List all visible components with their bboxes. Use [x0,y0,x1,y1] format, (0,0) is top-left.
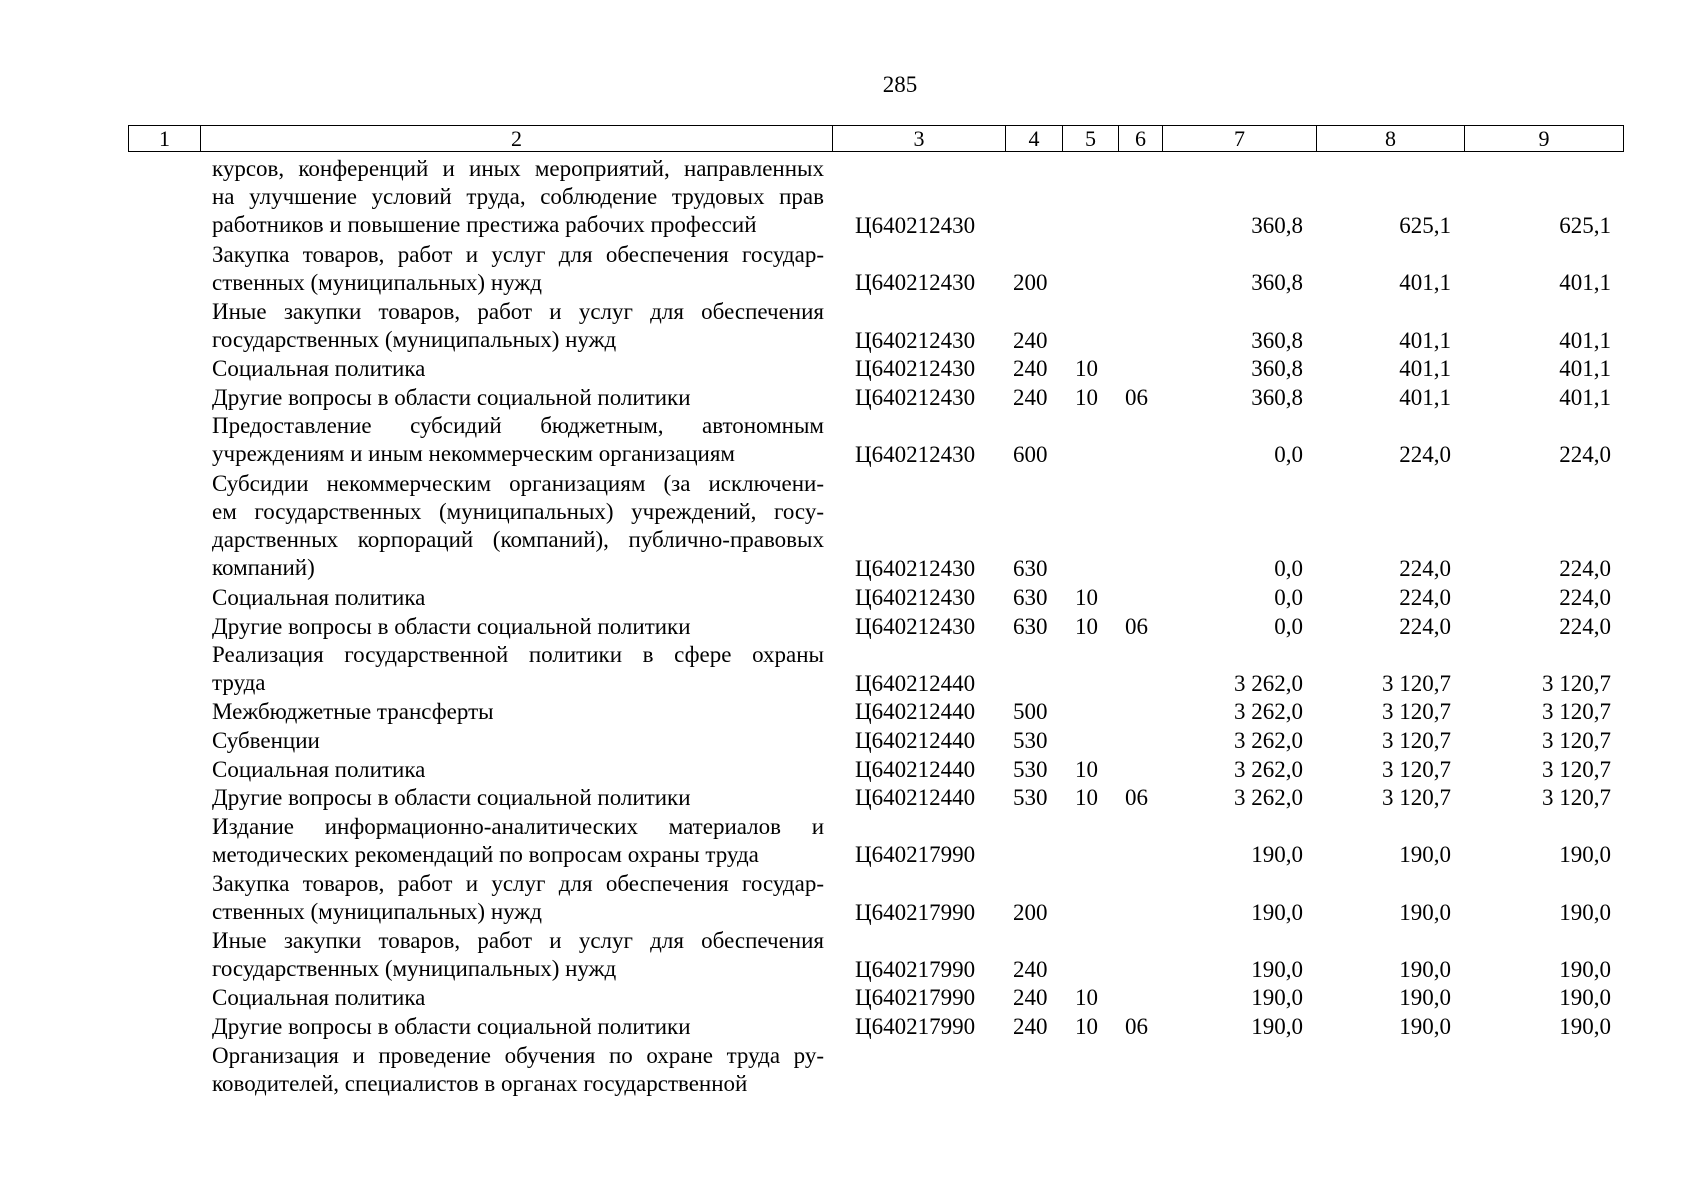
amount-col8-cell: 224,0 [1399,556,1451,582]
amount-col9-cell: 190,0 [1559,842,1611,868]
row-description [212,1042,824,1098]
amount-col9-cell: 401,1 [1559,327,1611,353]
amount-col9-cell: 190,0 [1559,899,1611,925]
table-row [0,756,1697,785]
amount-col8-cell: 224,0 [1399,585,1451,610]
budget-code-cell: Ц640212430 [855,327,976,353]
expense-type-cell: 630 [1013,613,1048,639]
amount-col7-cell: 360,8 [1251,213,1303,239]
amount-col8-cell: 3 120,7 [1382,699,1451,725]
section-cell: 10 [1075,785,1098,811]
description-line: Другие вопросы в области социальной политики [212,1014,691,1039]
description-line: Субвенции [212,728,320,753]
row-description [212,241,824,297]
table-row [0,613,1697,642]
amount-col7-cell: 3 262,0 [1234,670,1303,696]
amount-col8-cell: 224,0 [1399,613,1451,639]
amount-col9-cell: 224,0 [1559,613,1611,639]
amount-col7-cell: 3 262,0 [1234,756,1303,782]
amount-col8-cell: 224,0 [1399,441,1451,467]
row-description [212,984,824,1012]
header-cell-1: 1 [129,126,201,151]
budget-code-cell: Ц640217990 [855,956,976,982]
row-description [212,927,824,983]
table-row [0,298,1697,355]
row-description [212,298,824,354]
budget-code-cell: Ц640212430 [855,213,976,239]
amount-col7-cell: 190,0 [1251,956,1303,982]
budget-code-cell: Ц640212440 [855,785,976,811]
budget-code-cell: Ц640212440 [855,699,976,725]
amount-col8-cell: 401,1 [1399,356,1451,382]
description-line: Другие вопросы в области социальной политики [212,785,691,811]
table-row [0,1042,1697,1099]
row-description [212,384,824,412]
amount-col7-cell: 190,0 [1251,1014,1303,1039]
budget-code-cell: Ц640212430 [855,556,976,582]
table-row [0,727,1697,756]
row-description [212,813,824,869]
header-cell-5: 5 [1063,126,1119,151]
header-cell-2: 2 [201,126,833,151]
amount-col8-cell: 190,0 [1399,842,1451,868]
header-cell-4: 4 [1006,126,1063,151]
description-line: Организация и проведение обучения по охране труда ру- [212,1042,824,1068]
budget-code-cell: Ц640212440 [855,756,976,782]
description-line: Социальная политика [212,985,426,1011]
section-cell: 10 [1075,1014,1098,1039]
table-row [0,470,1697,584]
description-line: Иные закупки товаров, работ и услуг для обеспечения [212,299,824,324]
amount-col8-cell: 625,1 [1399,213,1451,239]
description-line: ственных (муниципальных) нужд [212,269,542,295]
amount-col7-cell: 3 262,0 [1234,728,1303,753]
amount-col8-cell: 3 120,7 [1382,785,1451,811]
expense-type-cell: 200 [1013,899,1048,925]
description-line: Субсидии некоммерческим организациям (за исключени- [212,470,824,496]
header-cell-7: 7 [1163,126,1317,151]
section-cell: 10 [1075,613,1098,639]
row-description [212,641,824,697]
table-row [0,784,1697,813]
amount-col9-cell: 190,0 [1559,1014,1611,1039]
amount-col9-cell: 3 120,7 [1542,756,1611,782]
row-description [212,584,824,612]
row-description [212,412,824,468]
expense-type-cell: 500 [1013,699,1048,725]
description-line: Закупка товаров, работ и услуг для обеспечения государ- [212,241,824,267]
amount-col9-cell: 3 120,7 [1542,670,1611,696]
budget-code-cell: Ц640212440 [855,670,976,696]
expense-type-cell: 240 [1013,384,1048,410]
row-description [212,613,824,641]
amount-col9-cell: 190,0 [1559,956,1611,982]
amount-col9-cell: 224,0 [1559,556,1611,582]
expense-type-cell: 630 [1013,585,1048,610]
table-row [0,384,1697,413]
description-line: учреждениям и иным некоммерческим организациям [212,441,735,467]
amount-col7-cell: 0,0 [1274,585,1303,610]
description-line: Предоставление субсидий бюджетным, автономным [212,413,824,439]
amount-col9-cell: 224,0 [1559,441,1611,467]
section-cell: 10 [1075,756,1098,782]
amount-col8-cell: 190,0 [1399,956,1451,982]
description-line: Межбюджетные трансферты [212,699,494,725]
description-line: Закупка товаров, работ и услуг для обеспечения государ- [212,871,824,896]
table-header [128,125,1624,152]
expense-type-cell: 240 [1013,985,1048,1011]
amount-col7-cell: 360,8 [1251,270,1303,296]
description-line: ем государственных (муниципальных) учреждений, госу- [212,498,824,524]
expense-type-cell: 530 [1013,756,1048,782]
amount-col9-cell: 401,1 [1559,356,1611,382]
row-description [212,727,824,755]
subsection-cell: 06 [1125,613,1148,639]
expense-type-cell: 530 [1013,785,1048,811]
budget-code-cell: Ц640212430 [855,384,976,410]
amount-col9-cell: 190,0 [1559,985,1611,1011]
description-line: курсов, конференций и иных мероприятий, направленных [212,156,824,181]
description-line: государственных (муниципальных) нужд [212,956,617,982]
row-description [212,698,824,726]
expense-type-cell: 630 [1013,556,1048,582]
budget-code-cell: Ц640217990 [855,985,976,1011]
budget-code-cell: Ц640212430 [855,585,976,610]
amount-col7-cell: 190,0 [1251,899,1303,925]
amount-col7-cell: 0,0 [1274,441,1303,467]
description-line: труда [212,670,266,696]
expense-type-cell: 240 [1013,1014,1048,1039]
header-cell-8: 8 [1317,126,1465,151]
amount-col8-cell: 190,0 [1399,899,1451,925]
expense-type-cell: 240 [1013,956,1048,982]
row-description [212,756,824,784]
budget-code-cell: Ц640212430 [855,356,976,382]
amount-col7-cell: 3 262,0 [1234,699,1303,725]
amount-col8-cell: 401,1 [1399,270,1451,296]
description-line: Другие вопросы в области социальной политики [212,384,691,410]
table-row [0,927,1697,984]
amount-col8-cell: 3 120,7 [1382,756,1451,782]
amount-col8-cell: 3 120,7 [1382,670,1451,696]
header-cell-6: 6 [1119,126,1163,151]
section-cell: 10 [1075,384,1098,410]
description-line: Издание информационно-аналитических материалов и [212,813,824,839]
table-row [0,984,1697,1013]
section-cell: 10 [1075,985,1098,1011]
amount-col7-cell: 190,0 [1251,985,1303,1011]
amount-col9-cell: 401,1 [1559,270,1611,296]
table-row [0,241,1697,298]
expense-type-cell: 240 [1013,356,1048,382]
amount-col7-cell: 0,0 [1274,556,1303,582]
amount-col9-cell: 625,1 [1559,213,1611,239]
subsection-cell: 06 [1125,1014,1148,1039]
section-cell: 10 [1075,356,1098,382]
expense-type-cell: 240 [1013,327,1048,353]
description-line: дарственных корпораций (компаний), публично-правовых [212,526,824,552]
amount-col9-cell: 3 120,7 [1542,785,1611,811]
budget-code-cell: Ц640212430 [855,270,976,296]
row-description [212,470,824,582]
amount-col7-cell: 190,0 [1251,842,1303,868]
amount-col8-cell: 190,0 [1399,1014,1451,1039]
expense-type-cell: 530 [1013,728,1048,753]
table-row [0,1013,1697,1042]
description-line: Социальная политика [212,756,426,782]
amount-col7-cell: 360,8 [1251,356,1303,382]
amount-col8-cell: 190,0 [1399,985,1451,1011]
description-line: Социальная политика [212,585,426,610]
expense-type-cell: 600 [1013,441,1048,467]
budget-code-cell: Ц640217990 [855,1014,976,1039]
budget-code-cell: Ц640212430 [855,613,976,639]
subsection-cell: 06 [1125,384,1148,410]
table-row [0,355,1697,384]
description-line: методических рекомендаций по вопросам охраны труда [212,841,759,867]
header-cell-3: 3 [833,126,1006,151]
amount-col7-cell: 360,8 [1251,327,1303,353]
row-description [212,355,824,383]
expense-type-cell: 200 [1013,270,1048,296]
amount-col7-cell: 0,0 [1274,613,1303,639]
amount-col8-cell: 3 120,7 [1382,728,1451,753]
header-cell-9: 9 [1538,126,1550,151]
description-line: работников и повышение престижа рабочих профессий [212,212,757,237]
description-line: государственных (муниципальных) нужд [212,327,617,352]
description-line: Социальная политика [212,356,426,382]
description-line: ственных (муниципальных) нужд [212,899,542,924]
amount-col9-cell: 3 120,7 [1542,728,1611,753]
amount-col7-cell: 3 262,0 [1234,785,1303,811]
table-row [0,155,1697,241]
budget-code-cell: Ц640217990 [855,842,976,868]
amount-col9-cell: 401,1 [1559,384,1611,410]
page-number: 285 [882,72,918,97]
description-line: ководителей, специалистов в органах государственной [212,1070,748,1096]
description-line: на улучшение условий труда, соблюдение трудовых прав [212,184,824,209]
budget-code-cell: Ц640212430 [855,441,976,467]
table-row [0,698,1697,727]
table-row [0,412,1697,469]
row-description [212,784,824,812]
budget-code-cell: Ц640212440 [855,728,976,753]
description-line: компаний) [212,554,315,580]
description-line: Реализация государственной политики в сфере охраны [212,642,824,668]
subsection-cell: 06 [1125,785,1148,811]
amount-col7-cell: 360,8 [1251,384,1303,410]
table-row [0,641,1697,698]
row-description [212,870,824,926]
description-line: Другие вопросы в области социальной политики [212,613,691,639]
description-line: Иные закупки товаров, работ и услуг для обеспечения [212,928,824,954]
budget-code-cell: Ц640217990 [855,899,976,925]
table-row [0,813,1697,870]
amount-col8-cell: 401,1 [1399,327,1451,353]
section-cell: 10 [1075,585,1098,610]
amount-col9-cell: 3 120,7 [1542,699,1611,725]
row-description [212,1013,824,1041]
table-row [0,870,1697,927]
amount-col9-cell: 224,0 [1559,585,1611,610]
row-description [212,155,824,239]
table-row [0,584,1697,613]
amount-col8-cell: 401,1 [1399,384,1451,410]
